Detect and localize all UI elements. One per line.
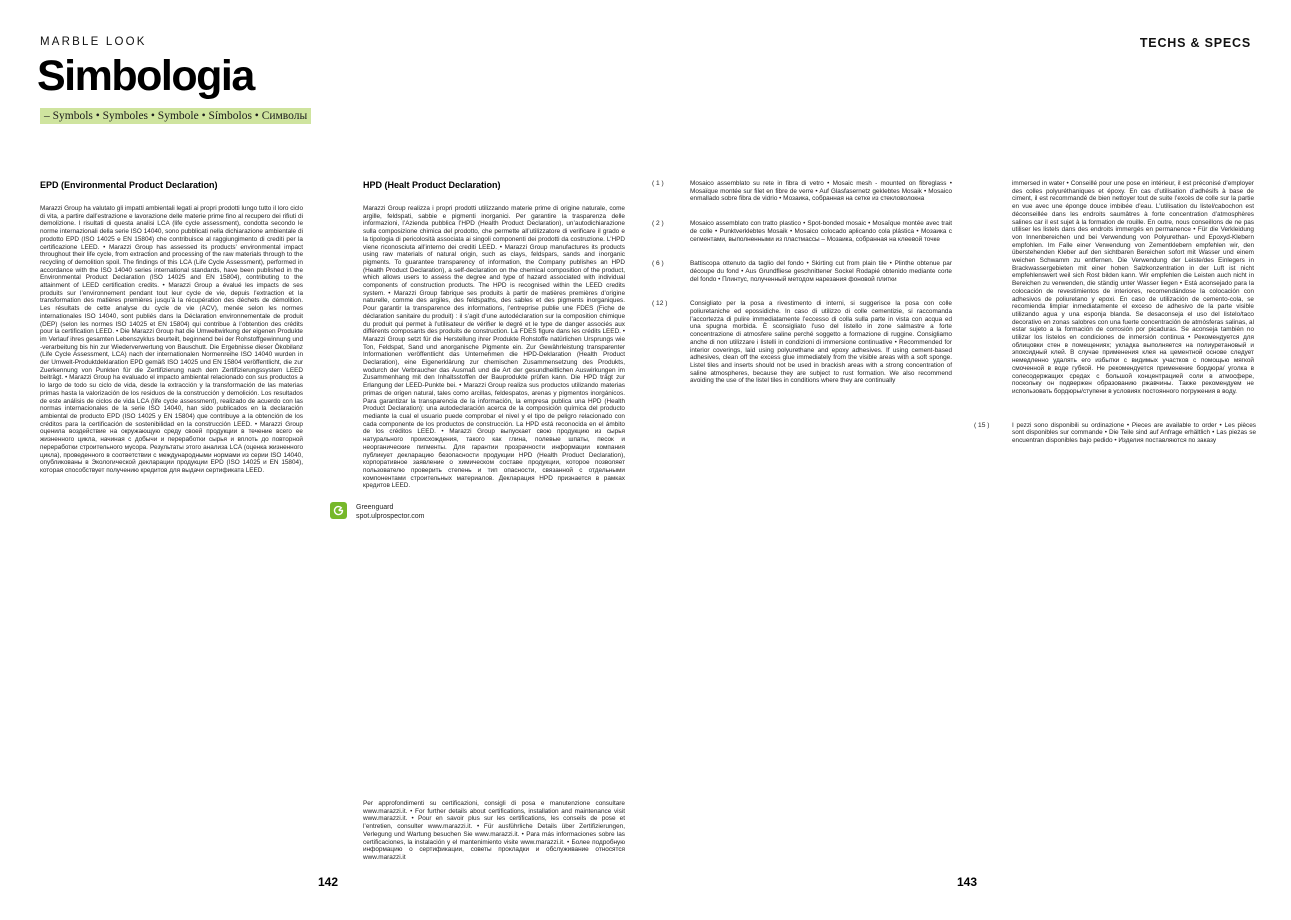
item-number: ( 12 ): [652, 300, 668, 308]
list-item: [652, 180, 952, 203]
hpd-column: [356, 180, 625, 521]
list-item: [652, 220, 952, 243]
greenguard-logo-icon: [330, 502, 347, 519]
hpd-heading: HPD (Healt Product Declaration): [363, 180, 501, 190]
collection-label: MARBLE LOOK: [40, 36, 147, 48]
symbols-list: [652, 180, 952, 402]
section-label: TECHS & SPECS: [1139, 36, 1251, 50]
item-number: ( 1 ): [652, 180, 664, 187]
continuation-column: [974, 180, 1256, 462]
item-text: Mosaico assemblato con tratto plastico • Spot-bonded mosaic • Mosaïque montée avec trait de colle • Punktverklebtes Mosaik • Mosaico colocado aplicando cola plástica • Мозаика с сегментами, выполненными из пластмассы – Мозаика, собранная на клеевой точке: [690, 220, 952, 243]
list-item: [652, 260, 952, 283]
page-subtitle-wrap: [40, 106, 311, 124]
item-text: Consigliato per la posa a rivestimento di interni, si suggerisce la posa con colle poliuretaniche ed epossidiche. In caso di utilizzo di colle cementizie, si raccomanda l’accortezza di pulire immediatamente l’eccesso di colla sulla parte in vista con acqua ed una spugna morbida. È sconsigliato l’uso del listello in zone salmastre a forte concentrazione di atmosfere saline perché soggetto a formazione di ruggine. Consigliamo anche di non utilizzare i listelli in condizioni di immersione continuative • Recommended for interior coverings, laid using polyurethane and epoxy adhesives. If using cement-based adhesives, clean off the excess glue immediately from the visible areas with a soft sponge. Listel tiles and inserts should not be used in brackish areas with a strong concentration of saline atmospheres, because they are subject to rust formation. We also recommend avoiding the use of the listel tiles in conditions where they are continually: [690, 300, 952, 385]
list-item: [652, 300, 952, 385]
certifications-footnote: Per approfondimenti su certificazioni, consigli di posa e manutenzione consultare www.marazzi.it. • For further details about certifications, installation and maintenance visit www.marazzi.it. • Pour en savoir plus sur les certifications, les conseils de pose et l’entretien, consulter www.marazzi.it. • Für ausführliche Details über Zertifizierungen, Verlegung und Wartung besuchen Sie www.marazzi.it. • Para más informaciones sobre las certificaciones, la instalación y el mantenimiento visite www.marazzi.it. • Более подробную информацию о сертификации, советы прокладки и обслуживание относятся www.marazzi.it: [363, 800, 625, 861]
page-number-left: 142: [318, 875, 339, 889]
item-number: ( 6 ): [652, 260, 664, 268]
epd-heading: EPD (Environmental Product Declaration): [40, 180, 218, 190]
greenguard-text: [356, 502, 424, 521]
item-text: Battiscopa ottenuto da taglio del fondo • Skirting cut from plain tile • Plinthe obtenue par découpe du fond • Aus Grundfliese geschnittener Sockel Rodapié obtenido mediante corte del fondo • Плинтус, полученный методом нарезания фоновой плитки: [690, 260, 952, 283]
list-item: [974, 422, 1256, 445]
item-text: I pezzi sono disponibili su ordinazione • Pieces are available to order • Les pièces sont disponibles sur commande • Die Teile sind auf Anfrage erhältlich • Las piezas se encuentran disponibles bajo pedido • Изделия поставляются по заказу: [1012, 421, 1256, 445]
epd-column: [40, 180, 303, 475]
item-text: Mosaico assemblato su rete in fibra di vetro • Mosaic mesh - mounted on fibreglass • Mosaïque montée sur filet en fibre de verre • Auf Glasfasernetz geklebtes Mosaik • Mosaico enmallado sobre fibra de vidrio • Мозаика, собранная на сетке из стекловолокна: [690, 180, 952, 203]
greenguard-label: Greenguard: [356, 504, 394, 512]
epd-body: Marazzi Group ha valutato gli impatti ambientali legati ai propri prodotti lungo tutto il loro ciclo di vita, a partire dall’estrazione e lavorazione delle materie prime fino al recupero dei rifiuti di demolizione. I risultati di questa analisi LCA (life cycle assessment), condotta secondo le norme internazionali della serie ISO 14040, sono pubblicati nella dichiarazione ambientale di prodotto EPD (ISO 14025 e EN 15804) che contribuisce al raggiungimento di crediti per la certificazione LEED. • Marazzi Group has assessed its products’ environmental impact throughout their life cycle, from extraction and processing of the raw materials through to the recycling of demolition spoil. The findings of this LCA (Life Cycle Assessment), performed in accordance with the ISO 14040 series international standards, have been published in the Environmental Product Declaration (ISO 14025 and EN 15804), contributing to the attainment of LEED certification credits. • Marazzi Group a évalué les impacts de ses produits sur l’environnement pendant tout leur cycle de vie, depuis l’extraction et la transformation des matières premières jusqu’à la récupération des déchets de démolition. Les résultats de cette analyse du cycle de vie (ACV), menée selon les normes internationales ISO 14040, sont publiés dans la Déclaration environnementale de produit (DEP) (selon les normes ISO 14025 et EN 15804) qui contribue à l’obtention des crédits pour la certification LEED. • Die Marazzi Group hat die Umweltwirkung der eigenen Produkte im Verlauf ihres gesamten Lebenszyklus beurteilt, beginnend bei der Rohstoffgewinnung und -verarbeitung bis hin zur Wiederverwertung von Bauschutt. Die Ergebnisse dieser Ökobilanz (Life Cycle Assessment, LCA) nach der internationalen Normenreihe ISO 14040 wurden in der Umwelt-Produktdeklaration EPD gemäß ISO 14025 und EN 15804 veröffentlicht, die zur Zuerkennung von Punkten für die Zertifizierung nach dem Zertifizierungssystem LEED beiträgt. • Marazzi Group ha evaluado el impacto ambiental relacionado con sus productos a lo largo de todo su ciclo de vida, desde la extracción y la transformación de las materias primas hasta la valorización de los residuos de la construcción y demolición. Los resultados de este análisis de ciclos de vida LCA (life cycle assessment), realizado de acuerdo con las normas internacionales de la serie ISO 14040, han sido publicados en la declaración ambiental de producto EPD (ISO 14025 y EN 15804) que contribuye a la obtención de los créditos para la certificación de sostenibilidad en la construcción LEED. • Marazzi Group оценила воздействие на окружающую среду своей продукции в течение всего ее жизненного цикла, начиная с добычи и переработки сырья и вплоть до повторной переработки строительного мусора. Результаты этого анализа LCA (оценка жизненного цикла), проведенного в соответствии с международными нормами из серии ISO 14040, опубликованы в Экологической декларации продукции EPD (ISO 14025 и EN 15804), которая способствует получению кредитов для выдачи сертификата LEED.: [40, 205, 303, 474]
item-number: ( 2 ): [652, 220, 664, 228]
greenguard-block: [330, 502, 625, 521]
hpd-body: Marazzi Group realizza i propri prodotti utilizzando materie prime di origine naturale, come argille, feldspati, sabbie e pigmenti inorganici. Per garantire la trasparenza delle informazioni, l’Azienda pubblica l’HPD (Health Product Declaration), un’autodichiarazione sulla composizione chimica del prodotto, che permette all’utilizzatore di verificare il grado e la tipologia di pericolosità associata ai singoli componenti dei prodotti da costruzione. L’HPD viene riconosciuta all’interno dei crediti LEED. • Marazzi Group manufactures its products using raw materials of natural origin, such as clays, feldspars, sands and inorganic pigments. To guarantee transparency of information, the Company publishes an HPD (Health Product Declaration), a self-declaration on the chemical composition of the product, which allows users to assess the degree and type of hazard associated with individual components of construction products. The HPD is recognised within the LEED credits system. • Marazzi Group fabrique ses produits à partir de matières premières d’origine naturelle, comme des argiles, des feldspaths, des sables et des pigments inorganiques. Pour garantir la transparence des informations, l’entreprise publie une FDES (Fiche de déclaration sanitaire du produit) : il s’agit d’une autodéclaration sur la composition chimique du produit qui permet à l’utilisateur de vérifier le degré et le type de danger associés aux différents composants des produits de construction. La FDES figure dans les crédits LEED. • Marazzi Group setzt für die Herstellung ihrer Produkte Rohstoffe natürlichen Ursprungs wie Ton, Feldspat, Sand und anorganische Pigmente ein. Zur Gewährleistung transparenter Informationen veröffentlicht das Unternehmen die HPD-Deklaration (Health Product Declaration), eine Eigenerklärung zur chemischen Zusammensetzung des Produkts, wodurch der Verbraucher das Ausmaß und die Art der gesundheitlichen Auswirkungen im Zusammenhang mit den Inhaltsstoffen der Bauprodukte prüfen kann. Die HPD trägt zur Erlangung der LEED-Punkte bei. • Marazzi Group realiza sus productos utilizando materias primas de origen natural, tales como arcillas, feldespatos, arenas y pigmentos inorgánicos. Para garantizar la transparencia de la información, la empresa publica una HPD (Health Product Declaration): una autodeclaración acerca de la composición química del producto mediante la cual el usuario puede comprobar el nivel y el tipo de peligro relacionado con cada componente de los productos de construcción. La HPD está reconocida en el ámbito de los créditos LEED. • Marazzi Group выпускает свою продукцию из сырья натурального происхождения, такого как глина, полевые шпаты, песок и неорганические пигменты. Для гарантии прозрачности информации компания публикует декларацию безопасности продукции HPD (Health Product Declaration), корпоративное заявление о химическом составе продукции, которое позволяет пользователю проверить степень и тип опасности, связанной с отдельными компонентами строительных материалов. Декларация HPD признается в рамках кредитов LEED.: [363, 205, 625, 490]
item-number: ( 15 ): [974, 421, 990, 429]
page-subtitle: – Symbols • Symboles • Symbole • Símbolos • Символы: [40, 108, 311, 124]
greenguard-url: spot.ulprospector.com: [356, 513, 425, 521]
page-title: Simbologia: [37, 52, 254, 100]
page-number-right: 143: [957, 875, 978, 889]
item-12-continuation: immersed in water • Conseillé pour une pose en intérieur, il est préconisé d’employer des colles polyuréthaniques et époxy. En cas d’utilisation d’adhésifs à base de ciment, il est recommandé de bien nettoyer tout de suite l’excès de colle sur la partie en vue avec une éponge douce imbibée d’eau. L’utilisation du listel/cabochon est déconseillée dans les endroits saumâtres à forte concentration d’atmosphères salines car il est sujet à la formation de rouille. En outre, nous conseillons de ne pas utiliser les listels dans des endroits immergés en permanence • Für die Verkleidung von Innenbereichen und bei Verwendung von Polyurethan- und Epoxyd-Klebern empfohlen. Im Falle einer Verwendung von Zementklebern empfehlen wir, den überstehenden Kleber auf den sichtbaren Bereichen sofort mit Wasser und einem weichen Schwamm zu entfernen. Die Verwendung der Leiste/des Einlegers in Brackwassergebieten mit einer hohen Salzkonzentration in der Luft ist nicht empfehlenswert weil sich Rost bilden kann. Wir empfehlen die Leisten auch nicht in Bereichen zu verwenden, die ständig unter Wasser liegen • Está aconsejado para la colocación de revestimientos de interiores, recomendándose la colocación con adhesivos de poliuretano y epoxi. En caso de utilización de cemento-cola, se recomienda limpiar inmediatamente el exceso de adhesivo de la parte visible utilizando agua y una esponja blanda. Se desaconseja el uso del listelo/taco decorativo en zonas salobres con una fuerte concentración de atmósferas salinas, al estar sujeto a la formación de corrosión por picaduras. Se aconseja también no utilizar los listelos en condiciones de inmersión continua • Рекомендуется для облицовки стен в помещениях; укладка выполняется на полиуретановый и эпоксидный клей. В случае применения клея на цементной основе следует немедленно удалять его избытки с видимых участков с помощью мягкой смоченной в воде губкой. Не рекомендуется применение бордюра/ уголка в солесодержащих средах с большой концентрацией соли в атмосфере, поскольку он подвержен образованию ржавчины. Также рекомендуем не использовать бордюры/ступени в условиях постоянного погружения в воду.: [1012, 180, 1254, 395]
